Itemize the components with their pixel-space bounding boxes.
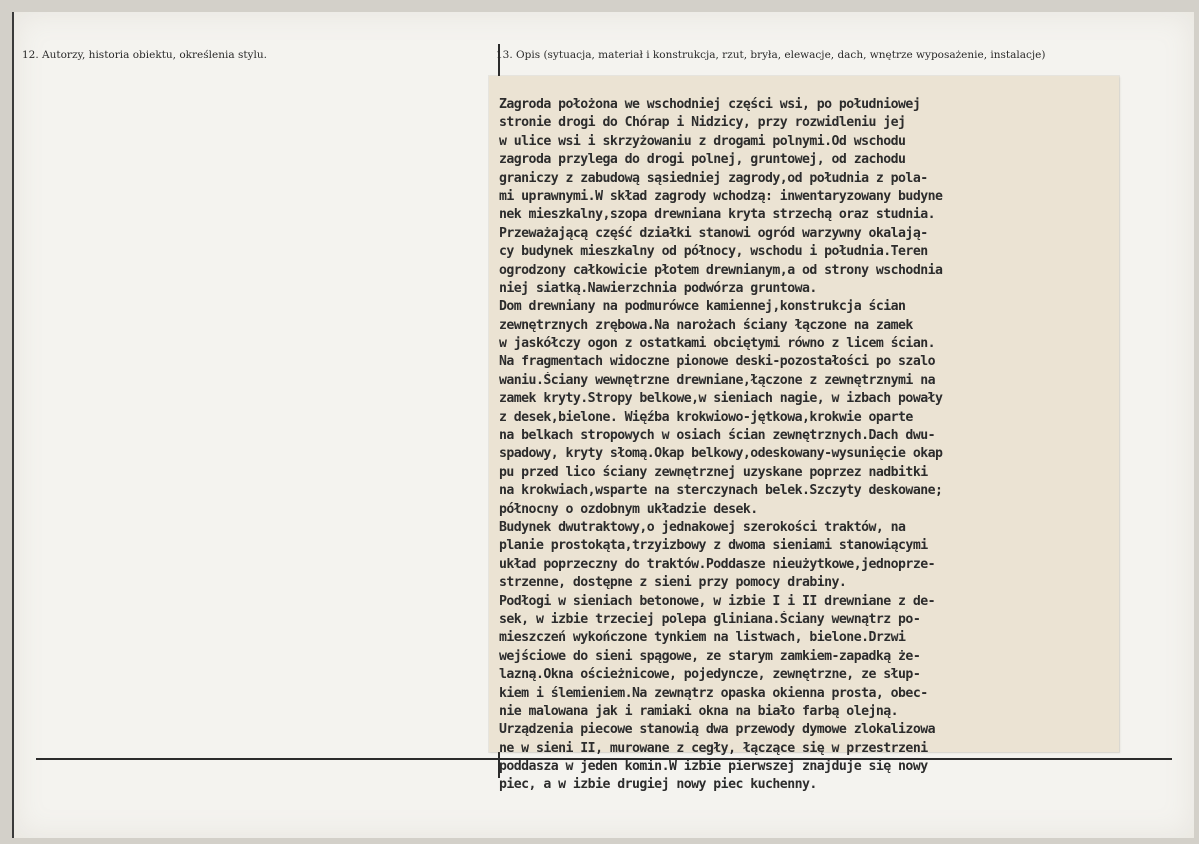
description-line: pu przed lico ściany zewnętrznej uzyskane poprzez nadbitki (499, 464, 928, 480)
description-line: nie malowana jak i ramiaki okna na biało farbą olejną. (499, 703, 899, 719)
description-line: mi uprawnymi.W skład zagrody wchodzą: inwentaryzowany budyne (499, 188, 943, 204)
description-line: graniczy z zabudową sąsiedniej zagrody,od południa z pola- (499, 170, 928, 186)
description-line: zagroda przylega do drogi polnej, gruntowej, od zachodu (499, 152, 906, 168)
description-line: Urządzenia piecowe stanowią dwa przewody dymowe zlokalizowa (499, 722, 935, 738)
typed-description-clipping (489, 76, 1119, 793)
description-line: Dom drewniany na podmurówce kamiennej,konstrukcja ścian (499, 299, 906, 315)
description-line: Budynek dwutraktowy,o jednakowej szerokości traktów, na (499, 519, 906, 535)
description-line: Na fragmentach widoczne pionowe deski-pozostałości po szalo (499, 354, 935, 370)
description-line: Podłogi w sieniach betonowe, w izbie I i II drewniane z de- (499, 593, 935, 609)
description-line: na krokwiach,wsparte na sterczynach belek.Szczyty deskowane; (499, 483, 943, 499)
section-12-heading: 12. Autorzy, historia obiektu, określenia stylu. (22, 49, 267, 61)
description-line: wejściowe do sieni spągowe, ze starym zamkiem-zapadką że- (499, 648, 921, 664)
description-line: zamek kryty.Stropy belkowe,w sieniach nagie, w izbach powały (499, 391, 943, 407)
description-line: północny o ozdobnym układzie desek. (499, 501, 758, 517)
description-line: sek, w izbie trzeciej polepa gliniana.Ściany wewnątrz po- (499, 611, 921, 627)
description-line: niej siatką.Nawierzchnia podwórza gruntowa. (499, 280, 817, 296)
description-line: ne w sieni II, murowane z cegły, łączące się w przestrzeni (499, 740, 928, 756)
description-line: planie prostokąta,trzyizbowy z dwoma sieniami stanowiącymi (499, 538, 928, 554)
typed-description (499, 96, 1115, 795)
description-line: poddasza w jeden komin.W izbie pierwszej znajduje się nowy (499, 759, 928, 775)
description-line: waniu.Ściany wewnętrzne drewniane,łączone z zewnętrznymi na (499, 372, 935, 388)
description-line: lazną.Okna ościeżnicowe, pojedyncze, zewnętrzne, ze słup- (499, 667, 921, 683)
description-line: zewnętrznych zrębowa.Na narożach ściany łączone na zamek (499, 317, 913, 333)
description-line: z desek,bielone. Więźba krokwiowo-jętkowa,krokwie oparte (499, 409, 913, 425)
description-line: nek mieszkalny,szopa drewniana kryta strzechą oraz studnia. (499, 207, 935, 223)
description-line: w ulice wsi i skrzyżowaniu z drogami polnymi.Od wschodu (499, 133, 906, 149)
description-line: stronie drogi do Chórap i Nidzicy, przy rozwidleniu jej (499, 115, 906, 131)
description-line: Przeważającą część działki stanowi ogród warzywny okalają- (499, 225, 928, 241)
description-line: na belkach stropowych w osiach ścian zewnętrznych.Dach dwu- (499, 428, 935, 444)
description-line: piec, a w izbie drugiej nowy piec kuchenny. (499, 777, 817, 793)
description-line: w jaskółczy ogon z ostatkami obciętymi równo z licem ścian. (499, 336, 935, 352)
description-line: cy budynek mieszkalny od północy, wschodu i południa.Teren (499, 244, 928, 260)
description-line: układ poprzeczny do traktów.Poddasze nieużytkowe,jednoprze- (499, 556, 935, 572)
description-line: strzenne, dostępne z sieni przy pomocy drabiny. (499, 575, 847, 591)
description-line: ogrodzony całkowicie płotem drewnianym,a od strony wschodnia (499, 262, 943, 278)
description-line: kiem i ślemieniem.Na zewnątrz opaska okienna prosta, obec- (499, 685, 928, 701)
description-line: Zagroda położona we wschodniej części wsi, po południowej (499, 97, 921, 112)
section-13-heading: 13. Opis (sytuacja, materiał i konstrukcja, rzut, bryła, elewacje, dach, wnętrze wyposażenie, instalacje) (496, 49, 1046, 61)
description-line: mieszczeń wykończone tynkiem na listwach, bielone.Drzwi (499, 630, 906, 646)
description-line: spadowy, kryty słomą.Okap belkowy,odeskowany-wysunięcie okap (499, 446, 943, 462)
